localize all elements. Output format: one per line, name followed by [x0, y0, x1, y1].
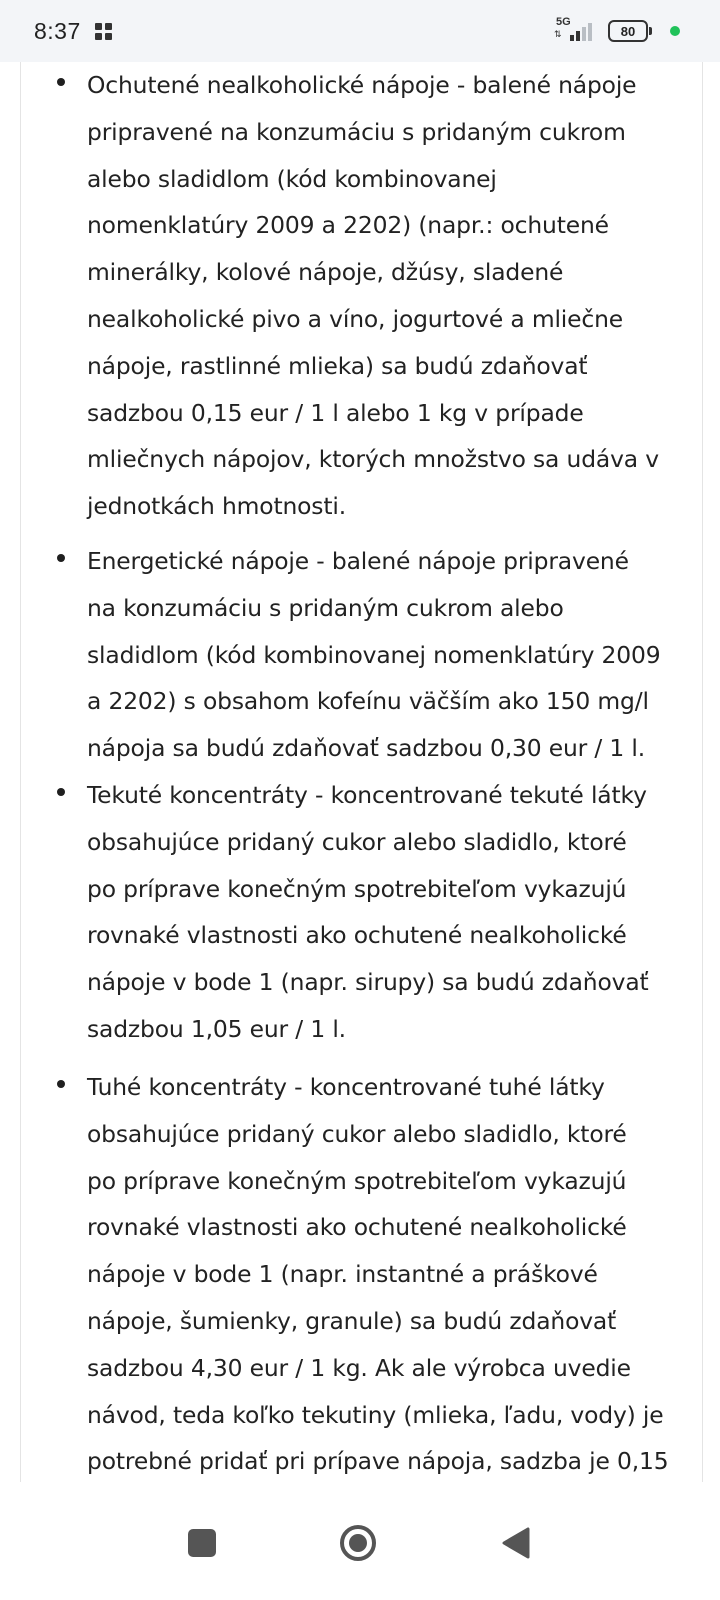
text-line: sadzbou 0,15 eur / 1 l alebo 1 kg v prípade — [87, 398, 584, 427]
text-line: Energetické nápoje - balené nápoje pripravené — [87, 547, 629, 575]
text-line: nápoje, rastlinné mlieka) sa budú zdaňovať — [87, 351, 588, 380]
home-ring-icon — [340, 1525, 376, 1561]
text-line: mliečnych nápojov, ktorých množstvo sa udáva v — [87, 445, 659, 474]
text-line: alebo sladidlom (kód kombinovanej — [87, 164, 497, 193]
article-content[interactable] — [20, 62, 703, 1482]
battery-tip — [649, 27, 652, 35]
text-line: rovnaké vlastnosti ako ochutené nealkoholické — [87, 1213, 627, 1242]
signal-bar — [588, 23, 592, 41]
status-right — [554, 16, 680, 43]
navigation-bar — [0, 1482, 720, 1600]
text-line: minerálky, kolové nápoje, džúsy, sladené — [87, 258, 564, 287]
signal-bars — [570, 23, 592, 41]
text-line: na konzumáciu s pridaným cukrom alebo — [87, 593, 564, 622]
text-line: nápoja sa budú zdaňovať sadzbou 0,30 eur / 1 l. — [87, 734, 646, 763]
text-line: návod, teda koľko tekutiny (mlieka, ľadu, vody) je — [87, 1400, 664, 1429]
status-left — [34, 18, 112, 45]
square-icon — [188, 1529, 216, 1557]
list-item-text — [87, 1064, 672, 1482]
back-button[interactable] — [494, 1521, 538, 1565]
signal-bar — [576, 31, 580, 41]
bullet-icon — [57, 1080, 65, 1088]
text-line: sadzbou 1,05 eur / 1 l. — [87, 1014, 346, 1043]
list-item-text — [87, 538, 672, 772]
signal-bar — [570, 35, 574, 41]
bullet-icon — [57, 788, 65, 796]
recent-apps-button[interactable] — [180, 1521, 224, 1565]
bullet-icon — [57, 554, 65, 562]
text-line: nomenklatúry 2009 a 2202) (napr.: ochutené — [87, 211, 609, 240]
list-item — [21, 538, 702, 772]
signal-bar — [582, 27, 586, 41]
battery-level: 80 — [608, 20, 648, 42]
bullet-icon — [57, 78, 65, 86]
text-line: jednotkách hmotnosti. — [87, 492, 347, 521]
text-line: sadzbou 4,30 eur / 1 kg. Ak ale výrobca uvedie — [87, 1353, 631, 1382]
text-line: a 2202) s obsahom kofeínu väčším ako 150 mg/l — [87, 687, 649, 716]
list-item — [21, 62, 702, 530]
text-line: nápoje v bode 1 (napr. instantné a práškové — [87, 1260, 598, 1289]
text-line: sladidlom (kód kombinovanej nomenklatúry 2009 — [87, 640, 661, 669]
text-line: po príprave konečným spotrebiteľom vykazujú — [87, 1166, 627, 1195]
network-type-label: 5G — [556, 16, 571, 28]
signal-icon — [554, 16, 598, 43]
text-line: po príprave konečným spotrebiteľom vykazujú — [87, 874, 627, 903]
status-bar — [0, 0, 720, 62]
list-item-text — [87, 772, 672, 1053]
data-arrows-icon: ⇅ — [554, 30, 561, 40]
text-line: nápoje, šumienky, granule) sa budú zdaňovať — [87, 1306, 617, 1335]
text-line: Ochutené nealkoholické nápoje - balené nápoje — [87, 71, 637, 99]
text-line: nealkoholické pivo a víno, jogurtové a mliečne — [87, 304, 624, 333]
text-line: obsahujúce pridaný cukor alebo sladidlo, ktoré — [87, 1119, 627, 1148]
battery-icon — [608, 20, 652, 42]
privacy-indicator-dot — [670, 26, 680, 36]
list-item — [21, 772, 702, 1053]
text-line: pripravené na konzumáciu s pridaným cukrom — [87, 117, 626, 146]
app-grid-icon — [95, 23, 112, 40]
home-button[interactable] — [336, 1521, 380, 1565]
back-triangle-icon — [502, 1527, 530, 1559]
list-item — [21, 1064, 702, 1482]
text-line: nápoje v bode 1 (napr. sirupy) sa budú zdaňovať — [87, 968, 649, 997]
text-line: Tuhé koncentráty - koncentrované tuhé látky — [87, 1073, 605, 1101]
text-line: obsahujúce pridaný cukor alebo sladidlo, ktoré — [87, 827, 627, 856]
text-line: rovnaké vlastnosti ako ochutené nealkoholické — [87, 921, 627, 950]
text-line: potrebné pridať pri prípave nápoja, sadzba je 0,15 — [87, 1447, 669, 1476]
list-item-text — [87, 62, 672, 530]
status-time: 8:37 — [34, 17, 81, 44]
text-line: Tekuté koncentráty - koncentrované tekuté látky — [87, 781, 647, 809]
